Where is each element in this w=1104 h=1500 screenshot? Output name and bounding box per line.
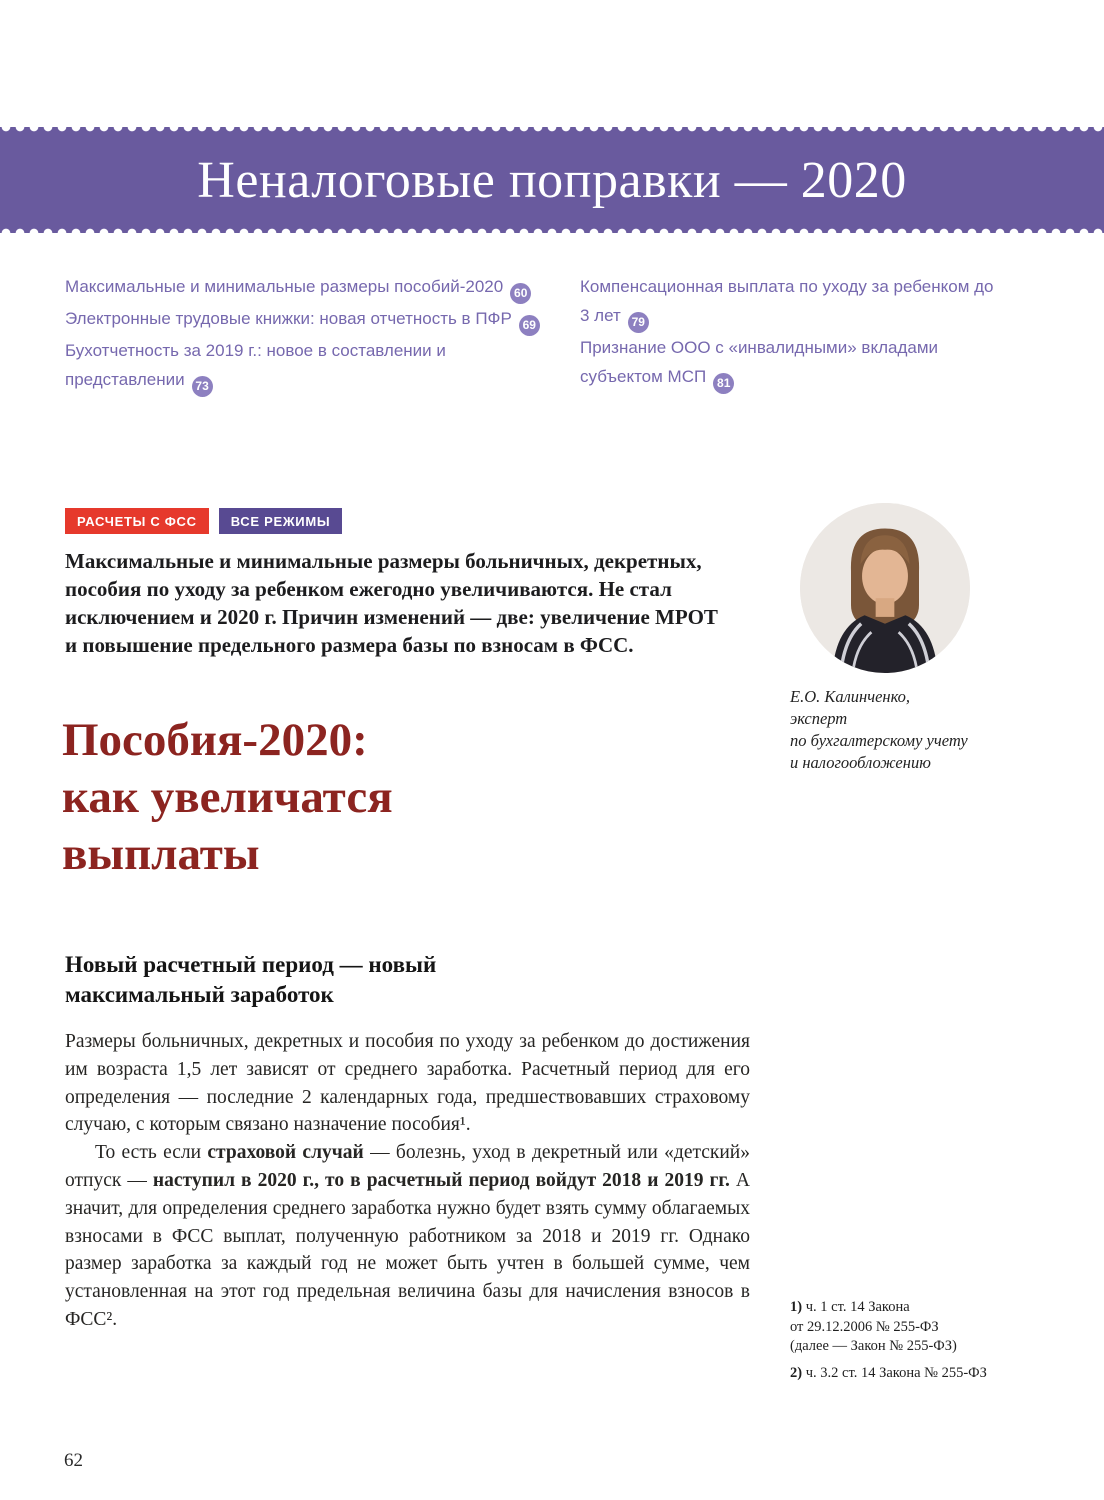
toc-page-badge: 79 bbox=[628, 312, 649, 333]
toc-item bbox=[580, 333, 1000, 394]
toc-left-column bbox=[65, 272, 550, 397]
toc-page-badge: 81 bbox=[713, 373, 734, 394]
toc-item bbox=[65, 304, 550, 336]
toc-item bbox=[65, 272, 550, 304]
footnote-number: 2) bbox=[790, 1364, 803, 1381]
body-paragraph-2 bbox=[65, 1139, 750, 1334]
banner-title: Неналоговые поправки — 2020 bbox=[197, 151, 907, 209]
toc-item-label: Электронные трудовые книжки: новая отчетность в ПФР bbox=[65, 309, 512, 328]
body-text-segment: То есть если bbox=[95, 1142, 208, 1164]
footnote-text: ч. 3.2 ст. 14 Закона № 255-ФЗ bbox=[805, 1364, 987, 1381]
body-paragraph-1: Размеры больничных, декретных и пособия по уходу за ребенком до достижения им возраста 1,5 лет зависят от среднего заработка. Расчетный период для его определения — последние 2 календарных года, предшествовавших страховому случаю, с которым связано назначение пособия¹. bbox=[65, 1031, 750, 1136]
toc-right-column bbox=[580, 272, 1000, 394]
toc-item-label: Признание ООО с «инвалидными» вкладами субъектом МСП bbox=[580, 338, 939, 386]
section-heading: Новый расчетный период — новый максимальный заработок bbox=[65, 952, 437, 1007]
article-body bbox=[65, 1028, 750, 1334]
footnote-text: ч. 1 ст. 14 Закона от 29.12.2006 № 255-ФЗ (далее — Закон № 255-ФЗ) bbox=[790, 1299, 957, 1354]
footnote-2 bbox=[790, 1364, 1090, 1384]
toc-item bbox=[580, 272, 1000, 333]
body-bold-segment: наступил в 2020 г., то в расчетный период войдут 2018 и 2019 гг. bbox=[152, 1169, 730, 1191]
article-title: Пособия-2020: как увеличатся выплаты bbox=[62, 714, 393, 880]
toc-page-badge: 69 bbox=[519, 315, 540, 336]
toc-page-badge: 60 bbox=[510, 283, 531, 304]
tag-fss-settlements: РАСЧЕТЫ С ФСС bbox=[65, 508, 209, 534]
footnote-1 bbox=[790, 1298, 1090, 1357]
header-banner bbox=[0, 127, 1104, 233]
toc-item bbox=[65, 336, 550, 397]
lead-paragraph: Максимальные и минимальные размеры больничных, декретных, пособия по уходу за ребенком ежегодно увеличиваются. Не стал исключением и 2020 г. Причин изменений — две: увеличение МРОТ и повышение предельного размера базы по взносам в ФСС. bbox=[65, 549, 718, 657]
toc-page-badge: 73 bbox=[192, 376, 213, 397]
body-text-segment: А значит, для определения среднего заработка нужно будет взять сумму облагаемых взносами в ФСС выплат, полученную работником за 2018 и 2019 гг. Однако размер заработка за каждый год не может быть учтен в большей сумме, чем установленная на этот год предельная величина базы для начисления взносов в ФСС². bbox=[65, 1169, 750, 1330]
tag-all-regimes: ВСЕ РЕЖИМЫ bbox=[219, 508, 343, 534]
page-number: 62 bbox=[64, 1450, 83, 1471]
toc-item-label: Компенсационная выплата по уходу за ребенком до 3 лет bbox=[580, 277, 994, 325]
body-bold-segment: страховой случай bbox=[207, 1142, 364, 1164]
author-caption: Е.О. Калинченко, эксперт по бухгалтерскому учету и налогообложению bbox=[790, 687, 968, 772]
footnotes bbox=[790, 1298, 1090, 1390]
rubric-tags bbox=[65, 508, 342, 534]
toc-item-label: Бухотчетность за 2019 г.: новое в составлении и представлении bbox=[65, 341, 446, 389]
toc-item-label: Максимальные и минимальные размеры пособий-2020 bbox=[65, 277, 504, 296]
author-portrait-illustration bbox=[800, 503, 970, 673]
footnote-number: 1) bbox=[790, 1299, 803, 1315]
body-text-segment: — болезнь, уход в декретный или «детский» отпуск — bbox=[65, 1142, 750, 1191]
author-photo bbox=[800, 503, 970, 673]
